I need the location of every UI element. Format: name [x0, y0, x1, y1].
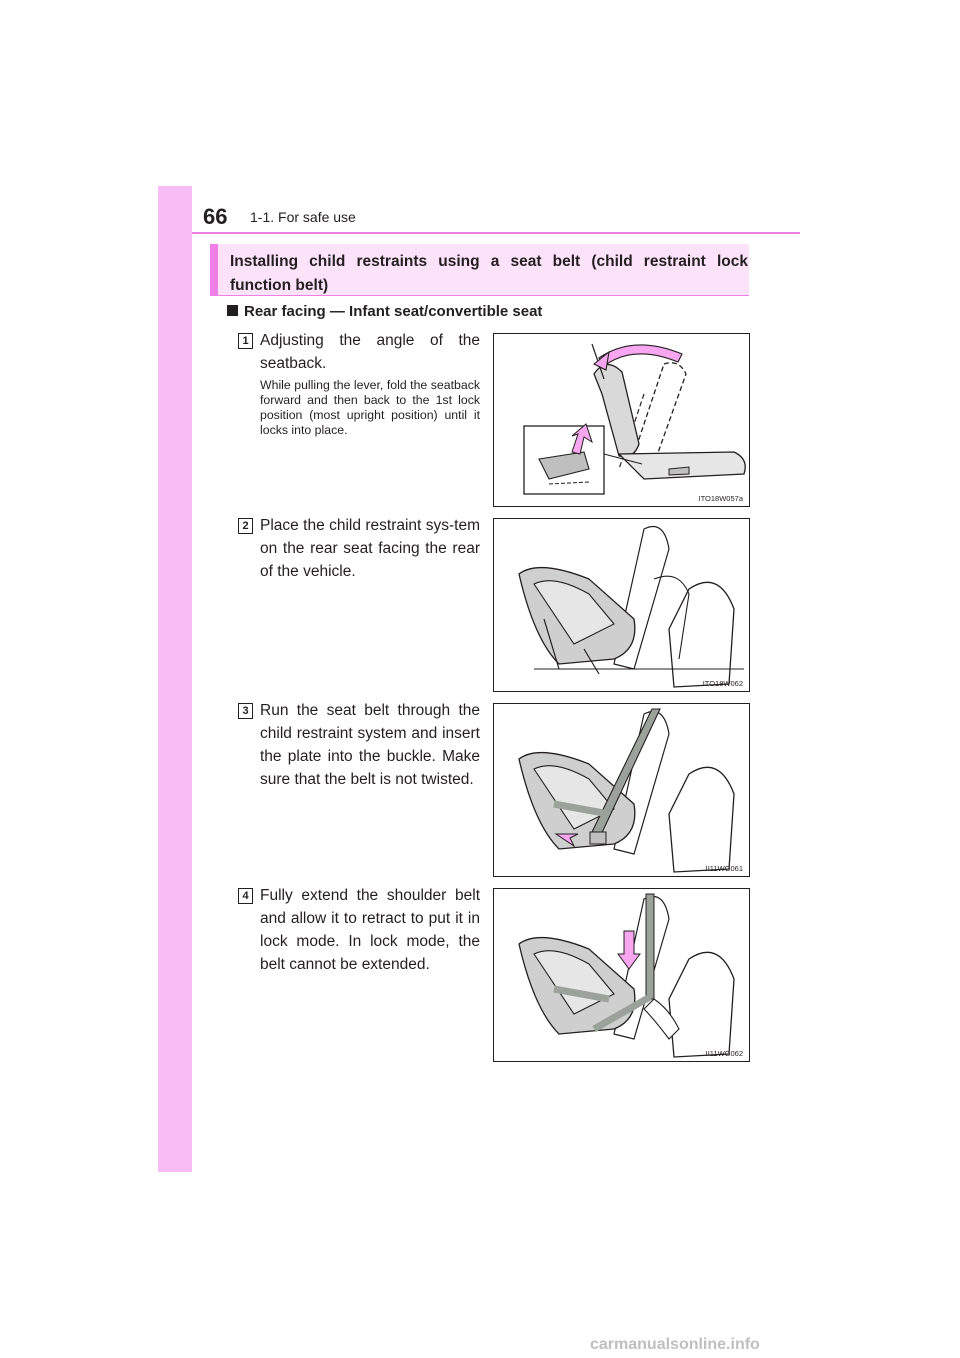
subheading-text: Rear facing — Infant seat/convertible seat: [244, 303, 543, 320]
step-1-note: While pulling the lever, fold the seatback forward and then back to the 1st lock position (most upright position) until it locks into place.: [260, 378, 480, 437]
figure-route-seat-belt: [493, 703, 750, 877]
chapter-side-tab: [158, 186, 192, 1172]
step-number-2: 2: [238, 518, 253, 534]
watermark: carmanualsonline.info: [590, 1336, 760, 1353]
square-bullet-icon: [227, 305, 238, 316]
figure-code-1: ITO18W057a: [698, 494, 743, 503]
step-4-text: Fully extend the shoulder belt and allow it to retract to put it in lock mode. In lock mode, the belt cannot be extended.: [260, 887, 480, 973]
step-number-1: 1: [238, 333, 253, 349]
step-number-3: 3: [238, 703, 253, 719]
figure-code-3: II11WG061: [705, 864, 743, 873]
step-3-text: Run the seat belt through the child restraint system and insert the plate into the buckle. Make sure that the belt is not twisted.: [260, 702, 480, 788]
figure-code-2: ITO18W062: [702, 679, 743, 688]
section-heading: Installing child restraints using a seat belt (child restraint lock function belt): [230, 253, 748, 294]
subheading: [227, 303, 542, 320]
figure-rear-facing-seat: [493, 518, 750, 692]
section-title: 1-1. For safe use: [250, 209, 356, 225]
figure-seatback-angle: [493, 333, 750, 507]
figure-shoulder-belt-lock: [493, 888, 750, 1062]
heading-underline: [210, 295, 749, 296]
header-rule: [192, 232, 800, 234]
page-number: 66: [203, 204, 228, 229]
section-heading-box: [210, 244, 749, 295]
step-2-text: Place the child restraint sys-tem on the rear seat facing the rear of the vehicle.: [260, 517, 480, 580]
figure-code-4: II11WG062: [705, 1049, 743, 1058]
step-number-4: 4: [238, 888, 253, 904]
step-1-text: Adjusting the angle of the seatback.: [260, 332, 480, 372]
